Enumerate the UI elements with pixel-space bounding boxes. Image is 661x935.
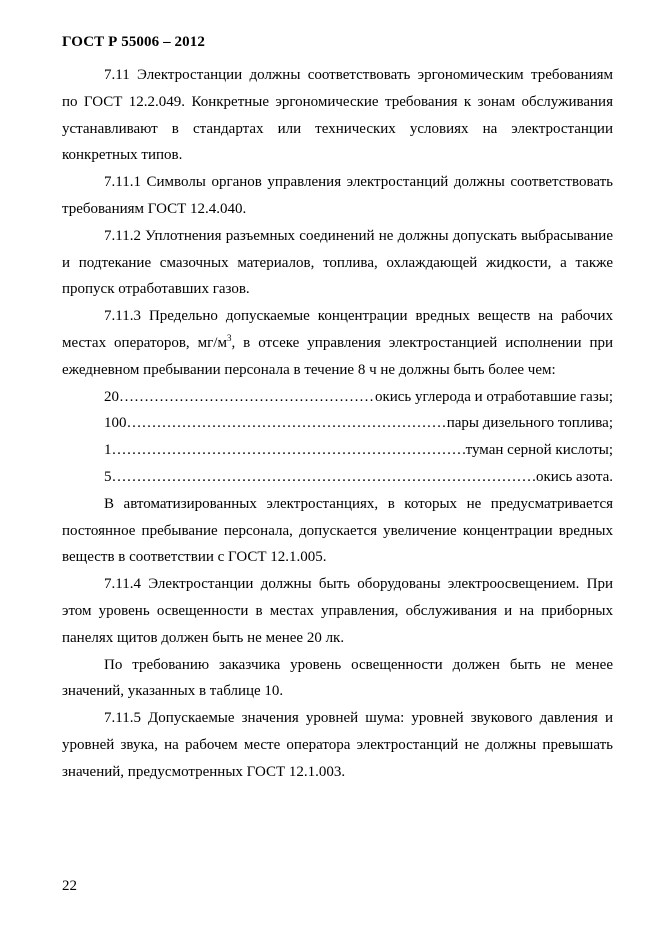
paragraph-customer-lighting: По требованию заказчика уровень освещенности должен быть не менее значений, указанных в таблице 10. [62,656,613,700]
concentration-row [62,464,613,491]
concentration-value: 1 [104,442,112,459]
paragraph-7-11-4: 7.11.4 Электростанции должны быть оборудованы электроосвещением. При этом уровень освещенности в местах управления, обслуживания и на приборных панелях щитов должен быть не менее 20 лк. [62,576,613,646]
document-body [62,62,613,786]
leader-dots [127,410,447,437]
leader-dots [119,384,375,411]
concentration-substance: туман серной кислоты; [465,442,613,459]
paragraph-7-11: 7.11 Электростанции должны соответствовать эргономическим требованиям по ГОСТ 12.2.049. Конкретные эргономические требования к зонам обслуживания устанавливают в стандартах или технических условиях на электростанции конкретных типов. [62,67,613,164]
concentration-row [62,384,613,411]
concentration-value: 20 [104,388,119,405]
concentration-list [62,384,613,491]
paragraph-7-11-1: 7.11.1 Символы органов управления электростанций должны соответствовать требованиям ГОСТ 12.4.040. [62,174,613,217]
concentration-substance: пары дизельного топлива; [446,415,613,432]
concentration-substance: окись азота. [535,468,613,485]
cubic-superscript: 3 [226,332,232,343]
concentration-row [62,410,613,437]
paragraph-7-11-2: 7.11.2 Уплотнения разъемных соединений не должны допускать выбрасывание и подтекание смазочных материалов, топлива, охлаждающей жидкости, а также пропуск отработавших газов. [62,227,613,298]
paragraph-automated-stations: В автоматизированных электростанциях, в которых не предусматривается постоянное пребывание персонала, допускается увеличение концентрации вредных веществ в соответствии с ГОСТ 12.1.005. [62,495,613,566]
paragraph-7-11-3-end: , в отсеке управления электростанцией исполнении при ежедневном пребывании персонала в течение 8 ч не должны быть более чем: [62,334,613,378]
paragraph-7-11-5: 7.11.5 Допускаемые значения уровней шума: уровней звукового давления и уровней звука, на рабочем месте оператора электростанций не должны превышать значений, предусмотренных ГОСТ 12.1.003. [62,710,613,780]
standard-header: ГОСТ Р 55006 – 2012 [62,34,205,50]
paragraph-7-11-3-start: 7.11.3 Предельно допускаемые концентрации вредных веществ на рабочих местах операторов, мг/м [62,308,613,351]
concentration-row [62,437,613,464]
page-number: 22 [62,878,77,894]
concentration-value: 100 [104,415,127,432]
leader-dots [112,464,536,491]
concentration-substance: окись углерода и отработавшие газы; [374,388,613,405]
concentration-value: 5 [104,468,112,485]
leader-dots [112,437,466,464]
paragraph-7-11-3 [62,303,613,383]
